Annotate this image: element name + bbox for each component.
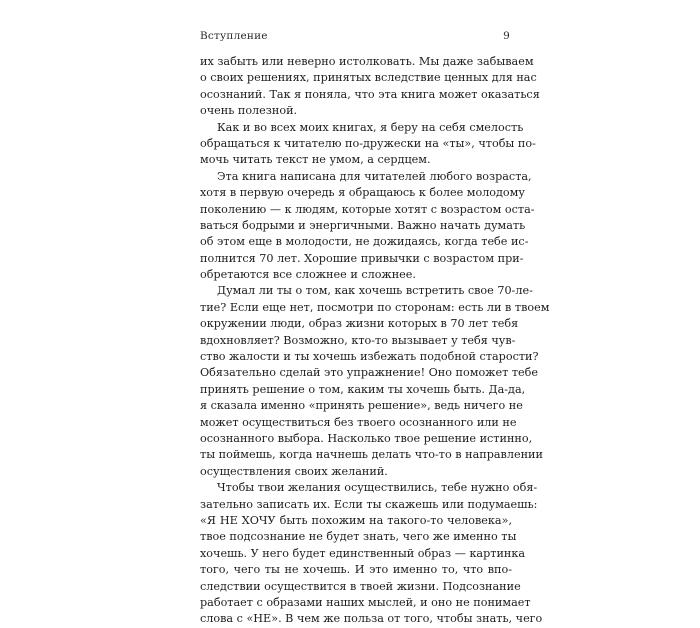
text-line: работает с образами наших мыслей, и оно не понимает [200,595,531,609]
text-line: поколению — к людям, которые хотят с возрастом оста- [200,202,535,216]
text-line: ство жалости и ты хочешь избежать подобной старости? [200,350,539,364]
text-line: полнится 70 лет. Хорошие привычки с возрастом при- [200,251,524,265]
text-line: принять решение о том, каким ты хочешь быть. Да-да, [200,382,526,396]
section-title: Вступление [200,30,268,42]
text-line: хочешь. У него будет единственный образ — картинка [200,546,526,560]
page-number: 9 [503,30,510,42]
text-line: Как и во всех моих книгах, я беру на себя смелость [217,120,524,134]
text-line: ты поймешь, когда начнешь делать что-то в направлении [200,448,543,462]
text-line: Обязательно сделай это упражнение! Оно поможет тебе [200,366,539,380]
text-line: вдохновляет? Возможно, кто-то вызывает у тебя чув- [200,333,516,347]
text-line: слова с «НЕ». В чем же польза от того, чтобы знать, чего [200,612,543,626]
text-line: обретаются все сложнее и сложнее. [200,268,416,282]
text-line: может осуществиться без твоего осознанного или не [200,415,517,429]
text-line: мочь читать текст не умом, а сердцем. [200,153,431,167]
text-line: ваться бодрыми и энергичными. Важно начать думать [200,218,526,232]
text-line: зательно записать их. Если ты скажешь или подумаешь: [200,497,538,511]
text-line: хотя в первую очередь я обращаюсь к более молодому [200,186,525,200]
text-line: «Я НЕ ХОЧУ быть похожим на такого-то человека», [200,513,512,527]
text-line: тие? Если еще нет, посмотри по сторонам: есть ли в твоем [200,300,550,314]
text-line: Думал ли ты о том, как хочешь встретить свое 70-ле- [217,284,533,298]
text-line: об этом еще в молодости, не дожидаясь, когда тебе ис- [200,235,529,249]
text-line: осознаний. Так я поняла, что эта книга может оказаться [200,87,540,101]
text-line: я сказала именно «принять решение», ведь ничего не [200,399,523,413]
text-line: осуществления своих желаний. [200,464,388,478]
text-line: твое подсознание не будет знать, чего же именно ты [200,530,517,544]
body-text [200,54,550,628]
text-line: очень полезной. [200,104,298,118]
running-header [200,30,510,46]
text-line: Чтобы твои желания осуществились, тебе нужно обя- [217,481,538,495]
text-line: осознанного выбора. Насколько твое решение истинно, [200,431,533,445]
text-line: их забыть или неверно истолковать. Мы даже забываем [200,55,534,68]
text-line: того, чего ты не хочешь. И это именно то, что впо- [200,563,512,577]
text-line: окружении люди, образ жизни которых в 70 лет тебя [200,317,519,331]
text-line: о своих решениях, принятых вследствие ценных для нас [200,71,537,85]
text-line: следствии осуществится в твоей жизни. Подсознание [200,579,521,593]
text-line: Эта книга написана для читателей любого возраста, [217,169,532,183]
text-line: обращаться к читателю по-дружески на «ты», чтобы по- [200,136,536,150]
